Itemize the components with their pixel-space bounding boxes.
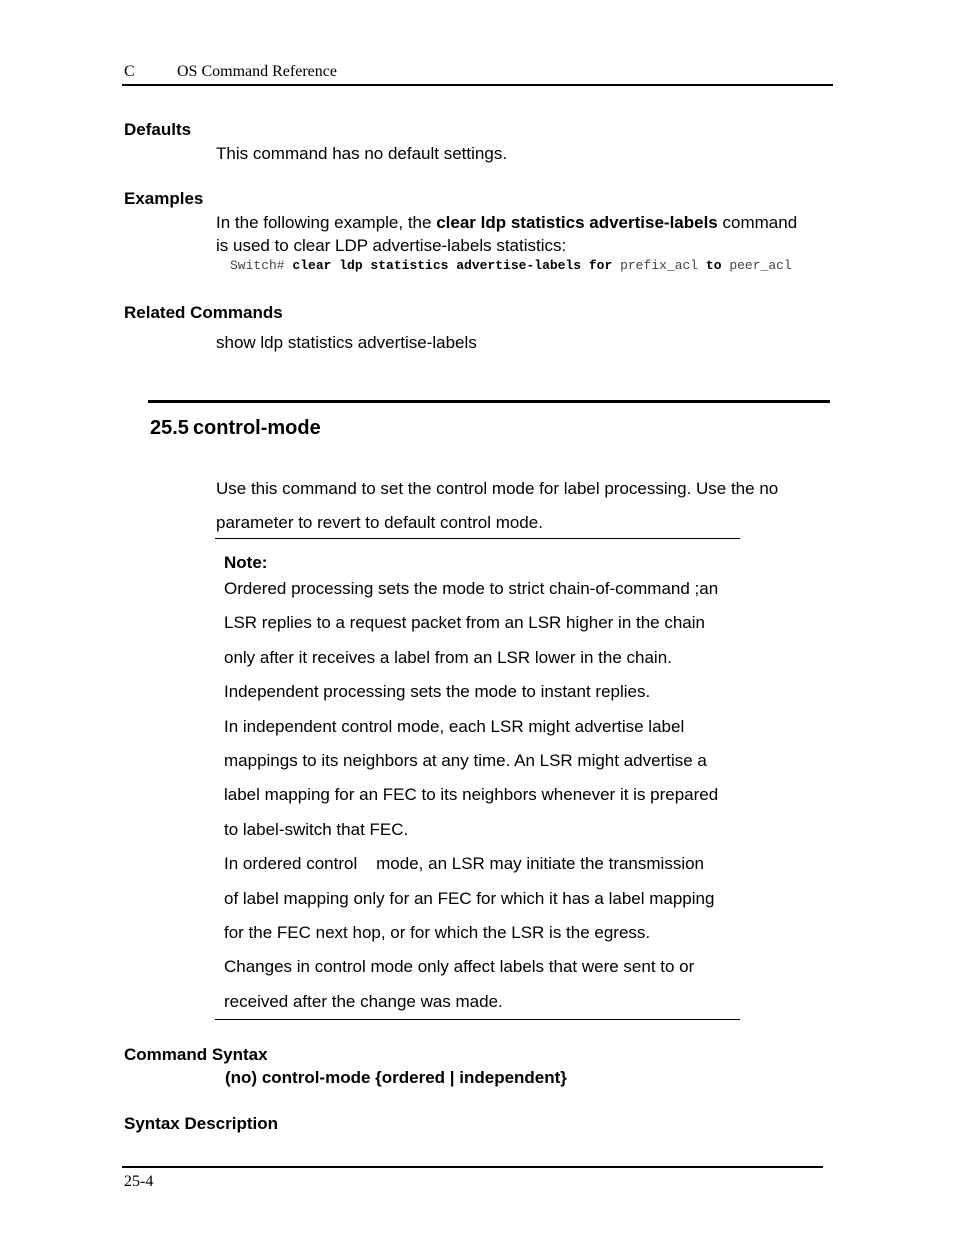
related-heading: Related Commands xyxy=(124,303,283,322)
command-syntax-heading: Command Syntax xyxy=(124,1045,268,1064)
note-body xyxy=(224,579,744,1026)
section-title xyxy=(150,417,321,440)
header-rule xyxy=(122,84,833,86)
note-line: mappings to its neighbors at any time. An LSR might advertise a xyxy=(224,750,707,770)
note-line: In independent control mode, each LSR might advertise label xyxy=(224,716,685,736)
section-number: 25.5 xyxy=(150,417,189,439)
header-title: OS Command Reference xyxy=(177,63,337,80)
code-arg1: prefix_acl xyxy=(612,258,706,273)
note-line: Independent processing sets the mode to instant replies. xyxy=(224,682,651,702)
note-line: for the FEC next hop, or for which the LSR is the egress. xyxy=(224,922,651,942)
defaults-text: This command has no default settings. xyxy=(216,144,508,163)
note-line: Ordered processing sets the mode to strict chain-of-command ;an xyxy=(224,579,719,598)
note-line: label mapping for an FEC to its neighbors whenever it is prepared xyxy=(224,785,719,805)
examples-intro-post: command xyxy=(717,213,798,232)
note-label: Note: xyxy=(224,553,268,572)
command-syntax-text: (no) control-mode {ordered | independent} xyxy=(225,1068,567,1087)
related-text: show ldp statistics advertise-labels xyxy=(216,333,477,352)
description-line2: parameter to revert to default control mode. xyxy=(216,513,543,532)
examples-intro-pre: In the following example, the xyxy=(216,213,437,232)
note-top-rule xyxy=(215,538,740,539)
note-line: to label-switch that FEC. xyxy=(224,819,409,839)
description-line1: Use this command to set the control mode for label processing. Use the no xyxy=(216,479,779,498)
note-line: of label mapping only for an FEC for which it has a label mapping xyxy=(224,888,715,908)
note-line: LSR replies to a request packet from an LSR higher in the chain xyxy=(224,613,705,633)
examples-intro-command: clear ldp statistics advertise-labels xyxy=(436,213,718,232)
section-name: control-mode xyxy=(192,417,321,439)
examples-intro xyxy=(216,211,797,234)
footer-rule xyxy=(122,1166,823,1168)
code-prompt: Switch# xyxy=(230,258,293,273)
note-line: Changes in control mode only affect labels that were sent to or xyxy=(224,957,695,977)
syntax-description-heading: Syntax Description xyxy=(124,1114,278,1133)
code-keyword-to: to xyxy=(705,258,722,273)
note-bottom-rule xyxy=(215,1019,740,1020)
note-line: In ordered control mode, an LSR may initiate the transmission xyxy=(224,854,705,874)
defaults-heading: Defaults xyxy=(124,120,192,139)
example-code xyxy=(230,258,792,273)
code-arg2: peer_acl xyxy=(721,258,792,273)
code-command: clear ldp statistics advertise-labels for xyxy=(292,258,613,273)
page-number: 25-4 xyxy=(124,1173,154,1190)
note-line: received after the change was made. xyxy=(224,991,503,1011)
examples-intro-line2: is used to clear LDP advertise-labels statistics: xyxy=(216,236,567,255)
section-rule xyxy=(148,400,830,403)
header-chapter-letter: C xyxy=(124,63,135,80)
note-line: only after it receives a label from an LSR lower in the chain. xyxy=(224,647,672,667)
examples-heading: Examples xyxy=(124,189,204,208)
